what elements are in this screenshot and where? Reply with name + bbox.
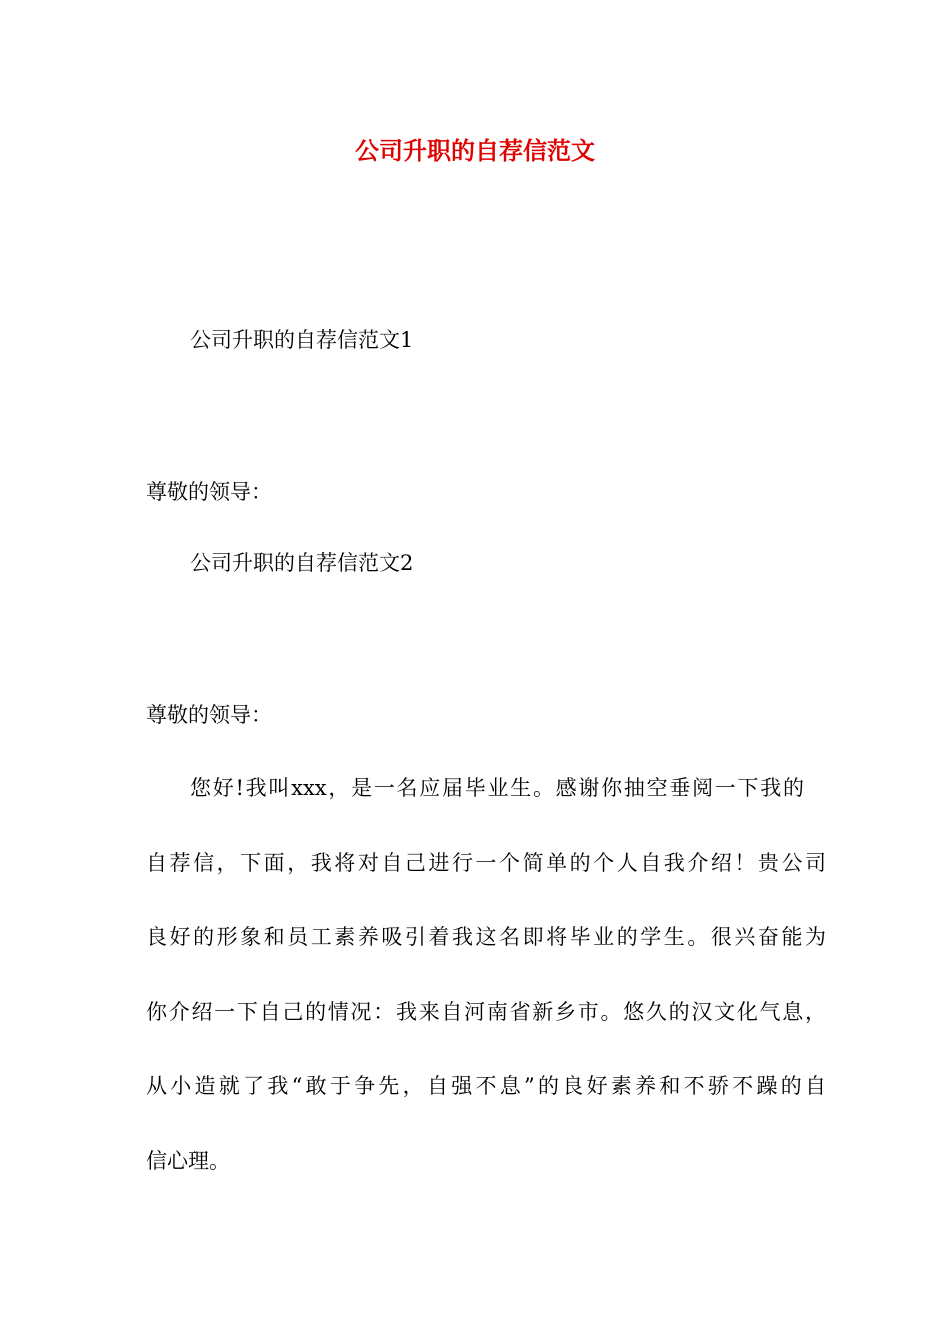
body-line-4: 你介绍一下自己的情况：我来自河南省新乡市。悠久的汉文化气息， xyxy=(146,1000,826,1024)
section-2-salutation: 尊敬的领导： xyxy=(146,703,272,727)
body-line-2: 自荐信，下面，我将对自己进行一个简单的个人自我介绍！贵公司 xyxy=(146,851,826,875)
section-1-heading: 公司升职的自荐信范文1 xyxy=(190,328,414,352)
document-title: 公司升职的自荐信范文 xyxy=(355,137,595,165)
body-line-6: 信心理。 xyxy=(146,1149,230,1173)
body-line-1: 您好!我叫xxx，是一名应届毕业生。感谢你抽空垂阅一下我的 xyxy=(190,776,804,800)
body-line-5: 从小造就了我“敢于争先，自强不息”的良好素养和不骄不躁的自 xyxy=(146,1074,826,1098)
body-line-3: 良好的形象和员工素养吸引着我这名即将毕业的学生。很兴奋能为 xyxy=(146,925,826,949)
section-2-heading: 公司升职的自荐信范文2 xyxy=(190,551,414,575)
section-1-salutation: 尊敬的领导： xyxy=(146,480,272,504)
